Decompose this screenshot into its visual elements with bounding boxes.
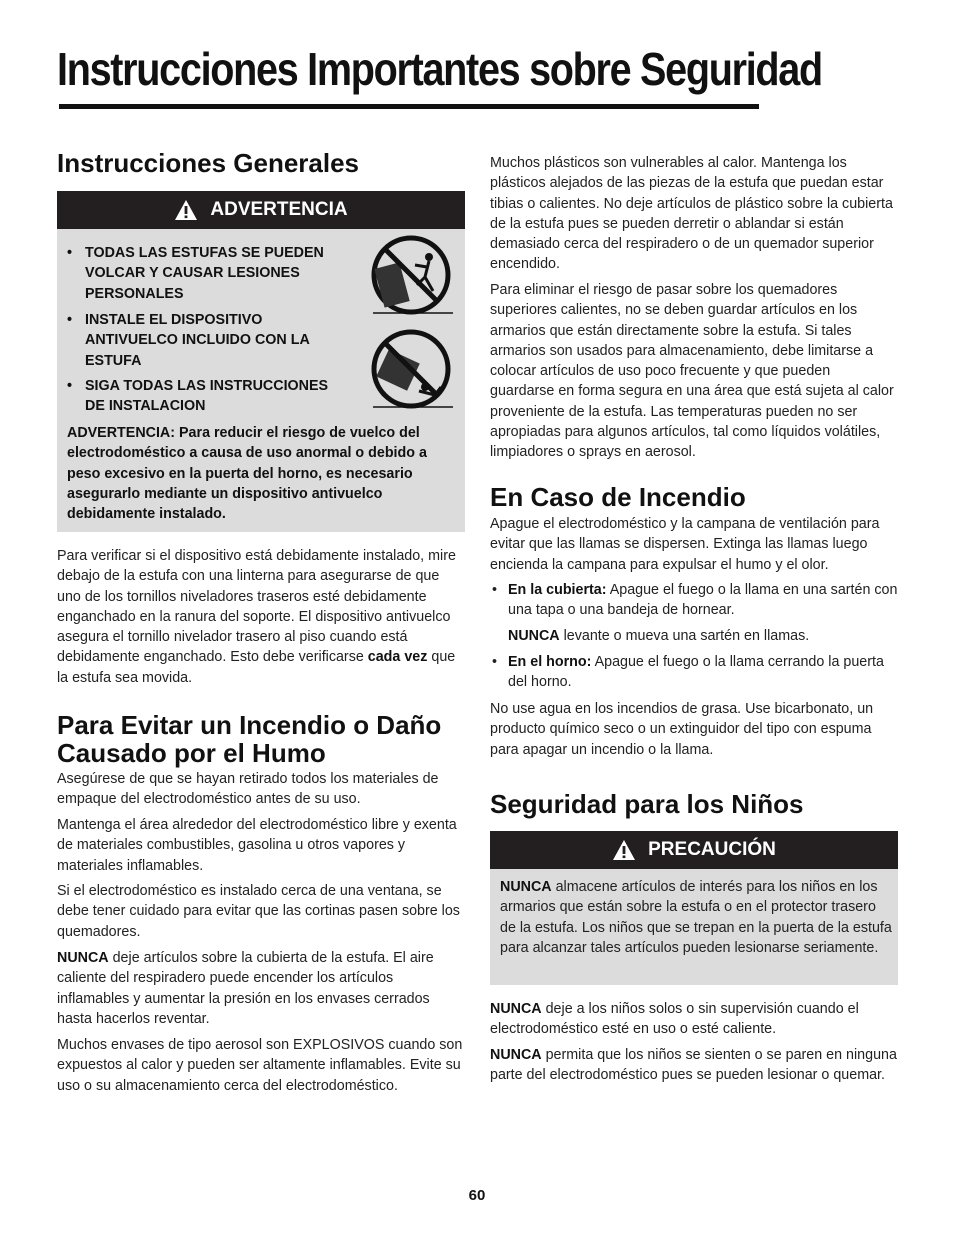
page-number: 60 — [468, 1187, 486, 1204]
warning-banner — [57, 191, 465, 229]
warning-bullet: • INSTALE EL DISPOSITIVO ANTIVUELCO INCLUIDO CON LA ESTUFA — [67, 310, 347, 371]
grease-fire-paragraph: No use agua en los incendios de grasa. Use bicarbonato, un producto químico seco o un extinguidor del tipo con espuma para apagar un incendio o la llama. — [490, 701, 874, 758]
fire-response-paragraph: Apague el electrodoméstico y la campana de ventilación para evitar que las llamas se dispersen. Extinga las llamas luego encienda la campana para expulsar el humo y el olor. — [490, 516, 880, 573]
warning-note-label: ADVERTENCIA: — [67, 425, 176, 441]
fire-paragraph-5: Muchos envases de tipo aerosol son EXPLOSIVOS cuando son expuestos al calor y pueden ser altamente inflamables. Evite su uso o su almacenamiento cerca del electrodoméstico. — [57, 1037, 463, 1094]
caution-text: NUNCA almacene artículos de interés para los niños en los armarios que están sobre la estufa o en el protector trasero de la estufa. Los niños que se trepan en la puerta de la estufa para alcanzar tales artículos pueden lesionarse seriamente. — [500, 879, 892, 956]
fire-paragraph-2: Mantenga el área alrededor del electrodoméstico libre y exenta de materiales combustibles, gasolina u otros vapores y materiales inflamables. — [57, 817, 457, 874]
warning-note-text: Para reducir el riesgo de vuelco del electrodoméstico a causa de uso anormal o debido a peso excesivo en la puerta del horno, es necesario asegurarlo mediante un dispositivo antivuelco debidamente instalado. — [67, 425, 427, 523]
plastics-paragraph: Muchos plásticos son vulnerables al calor. Mantenga los plásticos alejados de las piezas de la estufa que puedan estar tibias o calientes. No deje artículos de plástico sobre la cubierta de la estufa pues se pueden derretir o ablandar si están demasiado cerca del respiradero o de un quemador superior encendido. — [490, 155, 893, 273]
children-sitting-paragraph: NUNCA permita que los niños se sienten o se paren en ninguna parte del electrodoméstico pues se pueden lesionar o quemar. — [490, 1047, 897, 1084]
children-unattended-paragraph: NUNCA deje a los niños solos o sin supervisión cuando el electrodoméstico esté en uso o esté caliente. — [490, 1001, 859, 1038]
title-rule — [59, 104, 759, 109]
oven-fire-bullet: • En el horno: Apague el fuego o la llama cerrando la puerta del horno. — [490, 652, 898, 693]
warning-triangle-icon — [174, 199, 198, 221]
warning-triangle-icon — [612, 839, 636, 861]
heading-child-safety: Seguridad para los Niños — [490, 789, 804, 819]
page-title: Instrucciones Importantes sobre Seguridad — [57, 43, 822, 95]
caution-banner-label: PRECAUCIÓN — [648, 839, 776, 860]
cooktop-fire-bullet: • En la cubierta: Apague el fuego o la llama en una sartén con una tapa o una bandeja de hornear. — [490, 580, 898, 621]
no-climbing-icon — [367, 235, 455, 315]
warning-banner-label: ADVERTENCIA — [210, 199, 348, 220]
fire-paragraph-4: NUNCA deje artículos sobre la cubierta de la estufa. El aire caliente del respiradero puede encender los artículos inflamables y aumentar la presión en los envases cerrados hasta hacerlos reventar. — [57, 950, 434, 1027]
never-move-pan-note: NUNCA levante o mueva una sartén en llamas. — [508, 628, 810, 644]
caution-banner — [490, 831, 898, 869]
caution-box — [490, 869, 898, 985]
no-tipping-icon — [367, 329, 455, 409]
warning-bullet: • TODAS LAS ESTUFAS SE PUEDEN VOLCAR Y CAUSAR LESIONES PERSONALES — [67, 243, 347, 304]
heading-fire-smoke: Para Evitar un Incendio o Daño Causado por el Humo — [57, 710, 442, 768]
fire-paragraph-1: Asegúrese de que se hayan retirado todos los materiales de empaque del electrodoméstico antes de su uso. — [57, 771, 439, 808]
warning-bullet: • SIGA TODAS LAS INSTRUCCIONES DE INSTALACION — [67, 376, 347, 417]
warning-box — [57, 229, 465, 532]
heading-in-case-of-fire: En Caso de Incendio — [490, 482, 746, 512]
warning-note — [67, 423, 457, 524]
verify-paragraph: Para verificar si el dispositivo está debidamente instalado, mire debajo de la estufa con una linterna para asegurarse de que uno de los tornillos niveladores traseros esté debidamente enganchado en la ranura del soporte. El dispositivo antivuelco asegura el tornillo nivelador trasero al piso cuando está debidamente enganchado. Esto debe verificarse cada vez que la estufa sea movida. — [57, 548, 456, 686]
fire-paragraph-3: Si el electrodoméstico es instalado cerca de una ventana, se debe tener cuidado para evitar que las cortinas pasen sobre los quemadores. — [57, 883, 460, 940]
heading-general-instructions: Instrucciones Generales — [57, 148, 360, 178]
cabinets-paragraph: Para eliminar el riesgo de pasar sobre los quemadores superiores calientes, no se deben guardar artículos en los armarios que están directamente sobre la estufa. Si tales armarios son usados para almacenamiento, debe limitarse a colocar artículos de uso poco frecuente y que pueden guardarse en forma segura en una área que está sujeta al calor proveniente de la estufa. Las temperaturas pueden no ser apropiadas para algunos artículos, tal como líquidos volátiles, limpiadores o sprays en aerosol. — [490, 282, 894, 461]
